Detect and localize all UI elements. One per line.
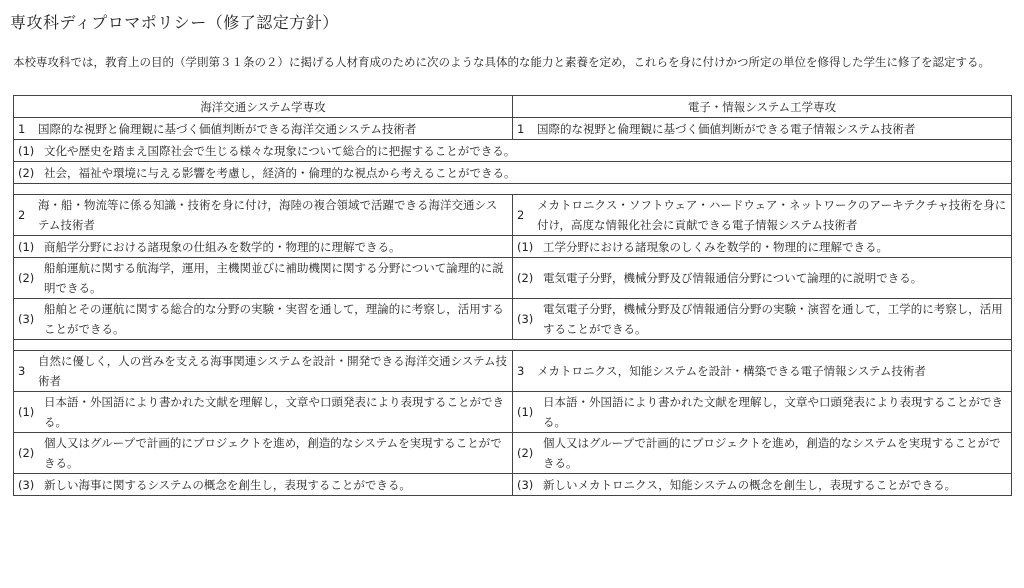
section-number: 3	[18, 364, 26, 378]
section-number: 1	[18, 121, 26, 136]
item-number: (3)	[517, 312, 534, 326]
shared-item-cell	[14, 162, 1012, 184]
item-cell-right	[513, 236, 1012, 258]
item-cell-right	[513, 392, 1012, 433]
item-text: 個人又はグループで計画的にプロジェクトを進め，創造的なシステムを実現することができる。	[44, 436, 502, 470]
item-row	[14, 236, 1012, 258]
item-text: 工学分野における諸現象のしくみを数学的・物理的に理解できる。	[543, 239, 888, 254]
item-text: 新しいメカトロニクス，知能システムの概念を創生し，表現することができる。	[543, 477, 957, 492]
item-cell-right	[513, 299, 1012, 340]
section-head-cell	[513, 351, 1012, 392]
item-text: 日本語・外国語により書かれた文献を理解し，文章や口頭発表により表現することができる。	[543, 395, 1003, 429]
item-number: (2)	[18, 446, 35, 460]
item-text: 個人又はグループで計画的にプロジェクトを進め，創造的なシステムを実現することができる。	[543, 436, 1001, 470]
column-header-maritime: 海洋交通システム学専攻	[14, 96, 513, 118]
section-number: 2	[18, 208, 26, 222]
item-text: 電気電子分野，機械分野及び情報通信分野の実験・演習を通して，工学的に考察し，活用することができる。	[543, 302, 1003, 336]
intro-paragraph: 本校専攻科では，教育上の目的（学則第３１条の２）に掲げる人材育成のために次のような具体的な能力と素養を定め，これらを身に付けかつ所定の単位を修得した学生に修了を認定する。	[13, 55, 991, 69]
item-number: (1)	[18, 239, 35, 254]
item-number: (1)	[18, 405, 35, 419]
section-number: 1	[517, 121, 525, 136]
item-cell-left	[14, 299, 513, 340]
item-row	[14, 474, 1012, 496]
item-text: 日本語・外国語により書かれた文献を理解し，文章や口頭発表により表現することができる。	[44, 395, 504, 429]
item-row	[14, 392, 1012, 433]
item-cell-right	[513, 433, 1012, 474]
section-head-cell	[14, 195, 513, 236]
item-number: (2)	[517, 446, 534, 460]
item-text: 文化や歴史を踏まえ国際社会で生じる様々な現象について総合的に把握することができる。	[44, 143, 516, 158]
shared-item-cell	[14, 140, 1012, 162]
item-cell-left	[14, 474, 513, 496]
page-title: 専攻科ディプロマポリシー（修了認定方針）	[10, 13, 339, 32]
item-row	[14, 299, 1012, 340]
section-title: 海・船・物流等に係る知識・技術を身に付け，海陸の複合領域で活躍できる海洋交通システム技術者	[38, 198, 498, 232]
spacer-cell	[14, 184, 1012, 195]
section-title: 国際的な視野と倫理観に基づく価値判断ができる電子情報システム技術者	[537, 121, 916, 136]
section-title: 自然に優しく，人の営みを支える海事関連システムを設計・開発できる海洋交通システム技術者	[38, 354, 507, 388]
item-number: (1)	[517, 405, 534, 419]
section-number: 2	[517, 208, 525, 222]
section-head-row	[14, 351, 1012, 392]
section-head-cell	[14, 351, 513, 392]
section-head-cell	[513, 195, 1012, 236]
diploma-policy-table	[13, 95, 1012, 496]
item-text: 電気電子分野，機械分野及び情報通信分野について論理的に説明できる。	[543, 271, 923, 285]
item-text: 船舶運航に関する航海学，運用，主機関並びに補助機関に関する分野について論理的に説明できる。	[44, 261, 504, 295]
spacer-cell	[14, 340, 1012, 351]
spacer-row	[14, 340, 1012, 351]
section-head-cell	[14, 118, 513, 140]
item-cell-left	[14, 392, 513, 433]
table-header-row	[14, 96, 1012, 118]
item-number: (3)	[517, 477, 534, 492]
section-head-row	[14, 195, 1012, 236]
item-text: 商船学分野における諸現象の仕組みを数学的・物理的に理解できる。	[44, 239, 401, 254]
section-number: 3	[517, 364, 525, 378]
item-number: (2)	[517, 271, 534, 285]
item-row	[14, 258, 1012, 299]
shared-item-row	[14, 140, 1012, 162]
item-text: 社会，福祉や環境に与える影響を考慮し，経済的・倫理的な視点から考えることができる。	[44, 165, 516, 180]
item-cell-left	[14, 258, 513, 299]
item-cell-left	[14, 433, 513, 474]
section-title: 国際的な視野と倫理観に基づく価値判断ができる海洋交通システム技術者	[38, 121, 417, 136]
item-text: 船舶とその運航に関する総合的な分野の実験・実習を通して，理論的に考察し，活用することができる。	[44, 302, 504, 336]
section-title: メカトロニクス，知能システムを設計・構築できる電子情報システム技術者	[537, 364, 926, 378]
item-row	[14, 433, 1012, 474]
spacer-row	[14, 184, 1012, 195]
section-head-cell	[513, 118, 1012, 140]
column-header-electronic: 電子・情報システム工学専攻	[513, 96, 1012, 118]
item-number: (1)	[517, 239, 534, 254]
section-title: メカトロニクス・ソフトウェア・ハードウェア・ネットワークのアーキテクチャ技術を身に付け，高度な情報化社会に貢献できる電子情報システム技術者	[537, 198, 1007, 232]
item-cell-left	[14, 236, 513, 258]
item-number: (2)	[18, 271, 35, 285]
item-cell-right	[513, 474, 1012, 496]
section-head-row	[14, 118, 1012, 140]
item-number: (2)	[18, 165, 35, 180]
item-number: (1)	[18, 143, 35, 158]
item-number: (3)	[18, 312, 35, 326]
shared-item-row	[14, 162, 1012, 184]
item-text: 新しい海事に関するシステムの概念を創生し，表現することができる。	[44, 477, 411, 492]
item-cell-right	[513, 258, 1012, 299]
item-number: (3)	[18, 477, 35, 492]
